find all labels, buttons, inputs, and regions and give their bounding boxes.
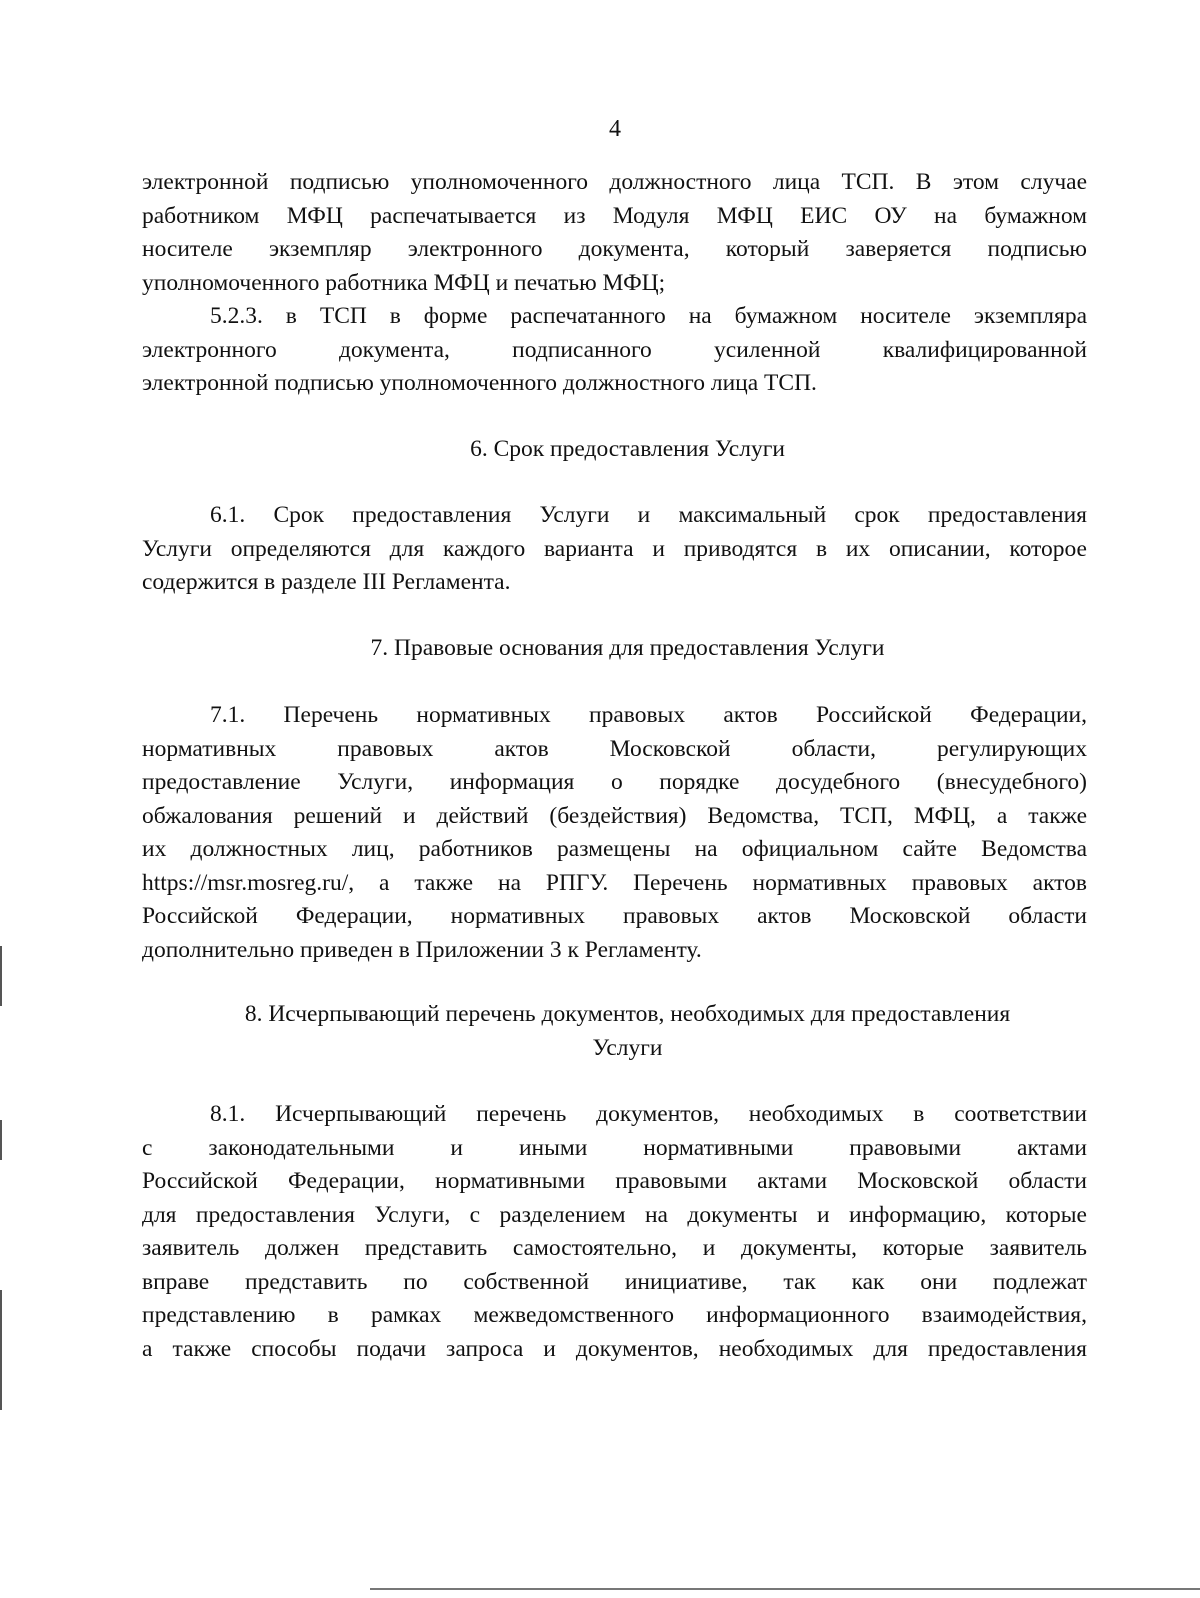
- section-heading-8: [155, 998, 1100, 1065]
- text-line: обжалования решений и действий (бездействия) Ведомства, ТСП, МФЦ, а также: [142, 802, 1087, 829]
- section-heading-7: [155, 632, 1100, 666]
- scan-edge-mark: [0, 946, 2, 1006]
- text-line: работником МФЦ распечатывается из Модуля МФЦ ЕИС ОУ на бумажном: [142, 202, 1087, 229]
- text-line: заявитель должен представить самостоятельно, и документы, которые заявитель: [142, 1235, 1087, 1261]
- paragraph-8-1: [142, 1098, 1087, 1366]
- text-line: с законодательными и иными нормативными правовыми актами: [142, 1134, 1087, 1161]
- text-line: содержится в разделе III Регламента.: [142, 569, 511, 595]
- text-line: представлению в рамках межведомственного информационного взаимодействия,: [142, 1302, 1087, 1328]
- paragraph-5-2-3: [142, 300, 1087, 401]
- paragraph-6-1: [142, 499, 1087, 600]
- text-line: предоставление Услуги, информация о порядке досудебного (внесудебного): [142, 769, 1087, 795]
- scan-bottom-edge: [370, 1588, 1200, 1590]
- heading-text: 6. Срок предоставления Услуги: [470, 436, 785, 462]
- text-line: уполномоченного работника МФЦ и печатью МФЦ;: [142, 269, 666, 296]
- text-line: электронного документа, подписанного усиленной квалифицированной: [142, 336, 1087, 363]
- page-number: 4: [609, 116, 621, 142]
- paragraph-continuation: [142, 166, 1087, 300]
- section-heading-6: [155, 433, 1100, 467]
- text-line: 5.2.3. в ТСП в форме распечатанного на бумажном носителе экземпляра: [210, 303, 1087, 329]
- text-line: электронной подписью уполномоченного должностного лица ТСП.: [142, 370, 817, 396]
- text-line: для предоставления Услуги, с разделением на документы и информацию, которые: [142, 1201, 1087, 1228]
- heading-text-line: Услуги: [592, 1034, 663, 1061]
- heading-text-line: 8. Исчерпывающий перечень документов, необходимых для предоставления: [244, 1001, 1011, 1027]
- scan-edge-mark: [0, 1120, 2, 1160]
- text-line: их должностных лиц, работников размещены на официальном сайте Ведомства: [142, 836, 1087, 862]
- heading-text: 7. Правовые основания для предоставления Услуги: [370, 635, 885, 661]
- text-line: 8.1. Исчерпывающий перечень документов, необходимых в соответствии: [210, 1101, 1087, 1127]
- text-line: Услуги определяются для каждого варианта и приводятся в их описании, которое: [142, 535, 1087, 562]
- text-line: 6.1. Срок предоставления Услуги и максимальный срок предоставления: [210, 502, 1087, 528]
- text-line: Российской Федерации, нормативными правовыми актами Московской области: [142, 1168, 1087, 1194]
- text-line: дополнительно приведен в Приложении 3 к Регламенту.: [142, 936, 702, 963]
- text-line: 7.1. Перечень нормативных правовых актов Российской Федерации,: [210, 702, 1087, 728]
- text-line: вправе представить по собственной инициативе, так как они подлежат: [142, 1268, 1087, 1295]
- text-line: электронной подписью уполномоченного должностного лица ТСП. В этом случае: [142, 169, 1087, 195]
- text-line: носителе экземпляр электронного документа, который заверяется подписью: [142, 236, 1087, 262]
- text-line: Российской Федерации, нормативных правовых актов Московской области: [142, 903, 1087, 929]
- text-line: а также способы подачи запроса и документов, необходимых для предоставления: [142, 1335, 1087, 1362]
- scan-edge-mark: [0, 1290, 2, 1410]
- paragraph-7-1: [142, 699, 1087, 967]
- text-line: https://msr.mosreg.ru/, а также на РПГУ. Перечень нормативных правовых актов: [142, 869, 1087, 896]
- text-line: нормативных правовых актов Московской области, регулирующих: [142, 735, 1087, 762]
